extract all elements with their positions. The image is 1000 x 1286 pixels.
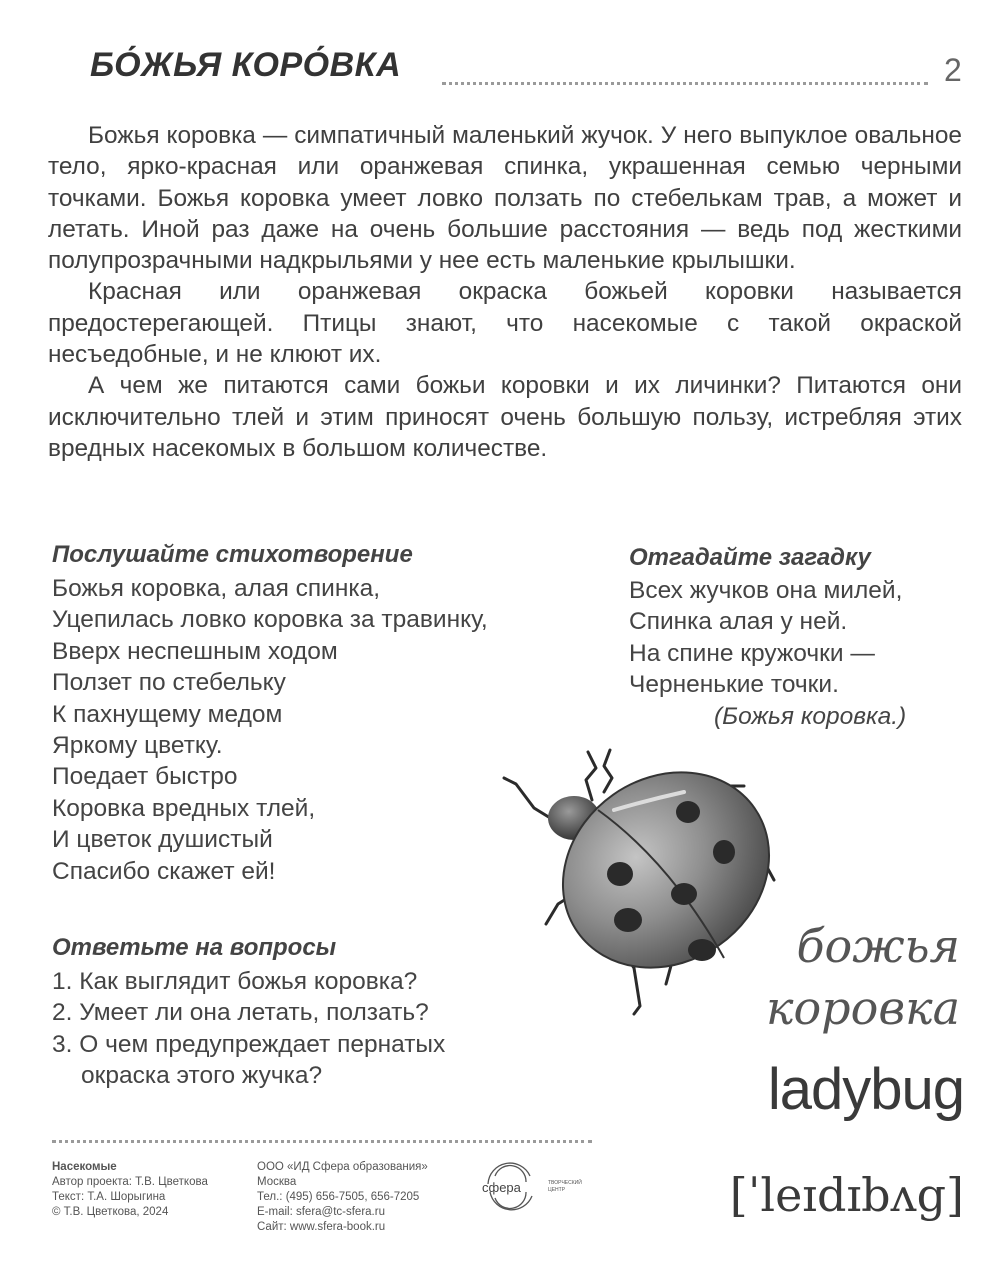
- page-number: 2: [944, 52, 962, 88]
- poem-line: Уцепилась ловко коровка за травинку,: [52, 606, 488, 634]
- publisher-name: ООО «ИД Сфера образования»: [257, 1161, 428, 1173]
- english-word: ladybug: [767, 1057, 964, 1122]
- poem-line: Поедает быстро: [52, 763, 238, 791]
- poem-line: Коровка вредных тлей,: [52, 794, 316, 822]
- riddle-line: На спине кружочки —: [629, 639, 875, 667]
- cursive-line: божья: [796, 919, 960, 973]
- publisher-site: Сайт: www.sfera-book.ru: [257, 1221, 386, 1233]
- header-dotted-rule: [442, 82, 928, 85]
- paragraph: Красная или оранжевая окраска божьей коровки называется предостерегающей. Птицы знают, что насекомые с такой окраской несъедобные, и не клюют их.: [48, 278, 962, 369]
- poem-title: Послушайте стихотворение: [52, 541, 413, 568]
- riddle-line: Спинка алая у ней.: [629, 608, 848, 636]
- cursive-word: [720, 915, 960, 1039]
- question-item-continuation: окраска этого жучка?: [81, 1062, 323, 1090]
- poem-section: [52, 541, 488, 887]
- footer-dotted-rule: [52, 1140, 592, 1143]
- footer-copyright: © Т.В. Цветкова, 2024: [52, 1206, 169, 1218]
- riddle-line: Черненькие точки.: [629, 671, 839, 699]
- logo-text: сфера: [482, 1180, 521, 1195]
- poem-line: Вверх неспешным ходом: [52, 637, 338, 665]
- transcription: [ˈleɪdɪbʌg]: [729, 1168, 964, 1222]
- poem-line: Спасибо скажет ей!: [52, 857, 276, 885]
- paragraph: Божья коровка — симпатичный маленький жучок. У него выпуклое овальное тело, ярко-красная или оранжевая спинка, украшенная семью черными точками. Божья коровка умеет ловко ползать по стебелькам трав, а может и летать. Иной раз даже на очень большие расстояния — ведь под жесткими полупрозрачными надкрыльями у нее есть маленькие крылышки.: [48, 122, 962, 275]
- questions-title: Ответьте на вопросы: [52, 934, 337, 961]
- logo-subtext: ЦЕНТР: [548, 1187, 566, 1193]
- riddle-answer: (Божья коровка.): [714, 702, 907, 730]
- riddle-title: Отгадайте загадку: [629, 544, 871, 571]
- logo-subtext: ТВОРЧЕСКИЙ: [548, 1180, 582, 1186]
- publisher-phone: Тел.: (495) 656-7505, 656-7205: [257, 1191, 420, 1203]
- footer-publisher: [257, 1160, 428, 1235]
- page-title: БО́ЖЬЯ КОРО́ВКА: [90, 46, 402, 84]
- poem-line: К пахнущему медом: [52, 700, 283, 728]
- riddle-section: [629, 544, 906, 732]
- poem-line: Яркому цветку.: [52, 732, 223, 760]
- poem-line: Божья коровка, алая спинка,: [52, 575, 381, 602]
- footer-text-author: Текст: Т.А. Шорыгина: [52, 1191, 166, 1203]
- question-item: 3. О чем предупреждает пернатых: [52, 1030, 446, 1058]
- cursive-line: коровка: [766, 981, 960, 1035]
- riddle-line: Всех жучков она милей,: [629, 577, 903, 604]
- poem-line: И цветок душистый: [52, 826, 273, 854]
- questions-section: [52, 934, 445, 1092]
- publisher-email: E-mail: sfera@tc-sfera.ru: [257, 1206, 385, 1218]
- question-item: 1. Как выглядит божья коровка?: [52, 968, 418, 995]
- poem-line: Ползет по стебельку: [52, 669, 286, 697]
- footer-series: Насекомые: [52, 1161, 117, 1173]
- question-item: 2. Умеет ли она летать, ползать?: [52, 999, 429, 1027]
- footer-author: Автор проекта: Т.В. Цветкова: [52, 1176, 208, 1188]
- footer-credits: [52, 1160, 208, 1220]
- intro-text: [48, 120, 962, 464]
- sfera-logo: [478, 1162, 598, 1212]
- publisher-city: Москва: [257, 1176, 297, 1188]
- paragraph: А чем же питаются сами божьи коровки и их личинки? Питаются они исключительно тлей и этим приносят очень большую пользу, истребляя этих вредных насекомых в большом количестве.: [48, 372, 962, 462]
